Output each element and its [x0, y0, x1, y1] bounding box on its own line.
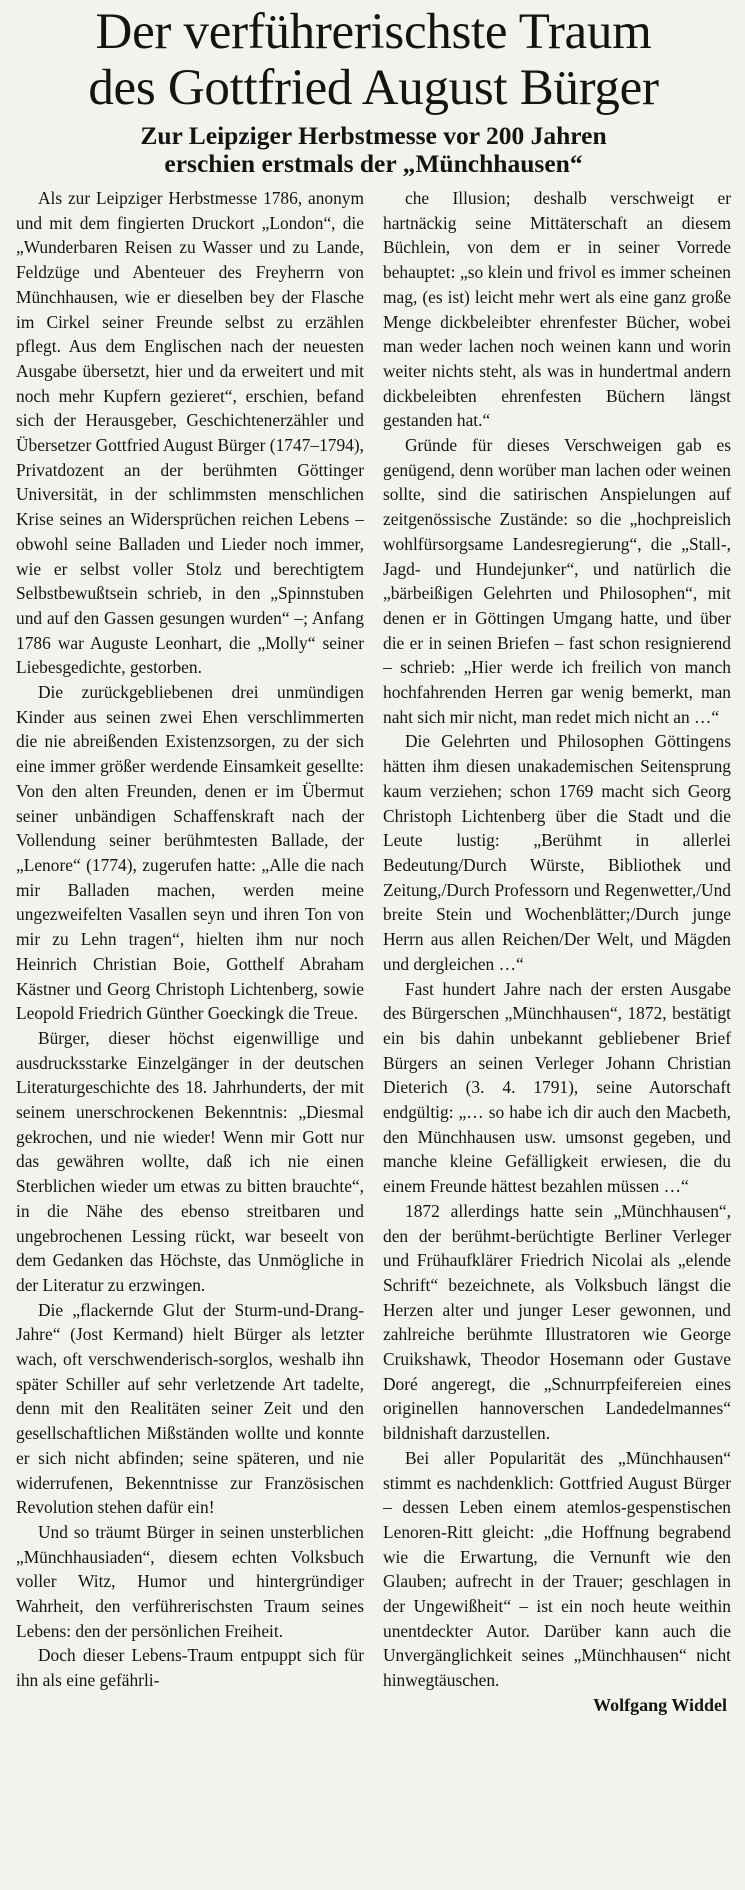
headline-line-2: des Gottfried August Bürger — [88, 60, 659, 116]
author-byline: Wolfgang Widdel — [593, 1694, 727, 1715]
left-column-paragraph: Bürger, dieser höchst eigenwillige und ausdrucksstarke Einzelgänger in der deutschen Literaturgeschichte des 18. Jahrhunderts, der mit seinem unerschrockenen Bekenntnis: „Diesmal gekrochen, und nie wieder! Wenn mir Gott nur das gewähren wollte, daß ich nie einen Sterblichen wieder um etwas zu bitten brauchte“, in die Nähe des ebenso streitbaren und ungebrochenen Lessing rückt, war beseelt von dem Gedanken das Höchste, das Unmögliche in der Literatur zu erzwingen. — [16, 1027, 364, 1295]
right-column-paragraph: Gründe für dieses Verschweigen gab es genügend, denn worüber man lachen oder weinen sollte, sind die satirischen Anspielungen auf zeitgenössische Zustände: so die „hochpreislich wohlfürsorgsame Landesregierung“, die „Stall-, Jagd- und Hundejunker“, und natürlich die „bärbeißigen Gelehrten und Philosophen“, mit denen er in Göttingen Umgang hatte, und über die er in seinen Briefen – fast schon resignierend – schrieb: „Hier werde ich freilich von manch hochfahrenden Herren gar wenig bemerkt, man naht sich mir nicht, man redet mich nicht an …“ — [383, 435, 731, 727]
subheadline — [16, 122, 731, 178]
left-column-paragraph: Als zur Leipziger Herbstmesse 1786, anonym und mit dem fingierten Druckort „London“, die „Wunderbaren Reisen zu Wasser und zu Lande, Feldzüge und Abenteuer des Freyherrn von Münchhausen, wie er dieselben bey der Flasche im Cirkel seiner Freunde selbst zu erzählen pflegt. Aus dem Englischen nach der neuesten Ausgabe übersetzt, hier und da erweitert und mit noch mehr Kupfern gezieret“, erschien, befand sich der Herausgeber, Geschichtenerzähler und Übersetzer Gottfried August Bürger (1747–1794), Privatdozent an der berühmten Göttinger Universität, in der schlimmsten menschlichen Krise seines an Widersprüchen reichen Lebens – obwohl seine Balladen und Lieder noch immer, wie er selbst voller Stolz und berechtigtem Selbstbewußtsein schrieb, in den „Spinnstuben und auf den Gassen gesungen wurden“ –; Anfang 1786 war Auguste Leonhart, die „Molly“ seiner Liebesgedichte, gestorben. — [16, 188, 364, 678]
right-column-paragraph: Die Gelehrten und Philosophen Göttingens hätten ihm diesen unakademischen Seitensprung kaum verziehen; schon 1769 macht sich Georg Christoph Lichtenberg über die Stadt und die Leute lustig: „Berühmt in allerlei Bedeutung/Durch Würste, Bibliothek und Zeitung,/Durch Professorn und Regenwetter,/Und breite Stein und Wochenblätter;/Durch junge Herrn aus allen Reichen/Der Welt, und Mägden und dergleichen …“ — [383, 731, 731, 974]
left-column-paragraph: Und so träumt Bürger in seinen unsterblichen „Münchhausiaden“, diesem echten Volksbuch voller Witz, Humor und hintergründiger Wahrheit, den verführerischsten Traum seines Lebens: den der persönlichen Freiheit. — [16, 1521, 364, 1641]
right-column — [383, 186, 731, 1717]
right-column-paragraph: 1872 allerdings hatte sein „Münchhausen“, den der berühmt-berüchtigte Berliner Verleger und Frühaufklärer Friedrich Nicolai als „elende Schrift“ bezeichnete, als Volksbuch längst die Herzen alter und junger Leser gewonnen, und zahlreiche berühmte Illustratoren wie George Cruikshawk, Theodor Hosemann oder Gustave Doré angeregt, die „Schnurrpfeifereien eines originellen hannoverschen Landedelmannes“ bildnishaft darzustellen. — [383, 1200, 731, 1444]
subheadline-line-1: Zur Leipziger Herbstmesse vor 200 Jahren — [140, 121, 607, 150]
left-column-paragraph: Die „flackernde Glut der Sturm-und-Drang-Jahre“ (Jost Kermand) hielt Bürger als letzter wach, oft verschwenderisch-sorglos, weshalb ihn später Schiller auf sehr verletzende Art tadelte, denn mit den Realitäten seiner Zeit und den gesellschaftlichen Mißständen wollte und konnte er sich nicht abfinden; seine späteren, und nie widerrufenen, Bekenntnisse zur Französischen Revolution stehen dafür ein! — [16, 1299, 364, 1518]
right-column-paragraph: Bei aller Popularität des „Münchhausen“ stimmt es nachdenklich: Gottfried August Bürger – dessen Leben einem atemlos-gespenstischen Lenoren-Ritt gleicht: „die Hoffnung begrabend wie die Erwartung, die Vernunft wie den Glauben; aufrecht in der Trauer; geschlagen in der Ungewißheit“ – ist ein noch heute weithin unentdeckter Autor. Darüber kann auch die Unvergänglichkeit seines „Münchhausen“ nicht hinwegtäuschen. — [383, 1447, 731, 1691]
headline — [16, 4, 731, 116]
right-column-paragraph: Fast hundert Jahre nach der ersten Ausgabe des Bürgerschen „Münchhausen“, 1872, bestätigt ein bis dahin unbekannt gebliebener Brief Bürgers an seinen Verleger Johann Christian Dieterich (3. 4. 1791), seine Autorschaft endgültig: „… so habe ich dir auch den Macbeth, den Münchhausen usw. umsonst gegeben, und manche kleine Gefälligkeit erwiesen, die du einem Freunde hättest bezahlen müssen …“ — [383, 978, 731, 1197]
headline-line-1: Der verführerischste Traum — [95, 4, 652, 60]
subheadline-line-2: erschien erstmals der „Münchhausen“ — [164, 149, 583, 178]
left-column — [16, 186, 364, 1717]
left-column-paragraph: Die zurückgebliebenen drei unmündigen Kinder aus seinen zwei Ehen verschlimmerten die nie abreißenden Existenzsorgen, zu der sich eine immer größer werdende Einsamkeit gesellte: Von den alten Freunden, denen er im Übermut seiner unbändigen Schaffenskraft nach der Vollendung seiner berühmtesten Ballade, der „Lenore“ (1774), zugerufen hatte: „Alle die nach mir Balladen machen, werden meine ungezweifelten Vasallen seyn und ihren Ton von mir zu Lehn tragen“, hielten ihm nur noch Heinrich Christian Boie, Gotthelf Abraham Kästner und Georg Christoph Lichtenberg, sowie Leopold Friedrich Günther Goeckingk die Treue. — [16, 682, 364, 1024]
right-column-paragraph: che Illusion; deshalb verschweigt er hartnäckig seine Mittäterschaft an diesem Büchlein, von dem er in seiner Vorrede behauptet: „so klein und frivol es immer scheinen mag, (es ist) leicht mehr wert als eine ganz große Menge dickbeleibter ehrenfester Bücher, wobei man weder lachen noch weinen kann und worin weiter nichts steht, als was in hundertmal andern dickbeleibten ehrenfesten Büchern längst gestanden hat.“ — [383, 188, 731, 431]
left-column-paragraph: Doch dieser Lebens-Traum entpuppt sich für ihn als eine gefährli- — [16, 1645, 364, 1691]
article-columns — [16, 186, 731, 1717]
